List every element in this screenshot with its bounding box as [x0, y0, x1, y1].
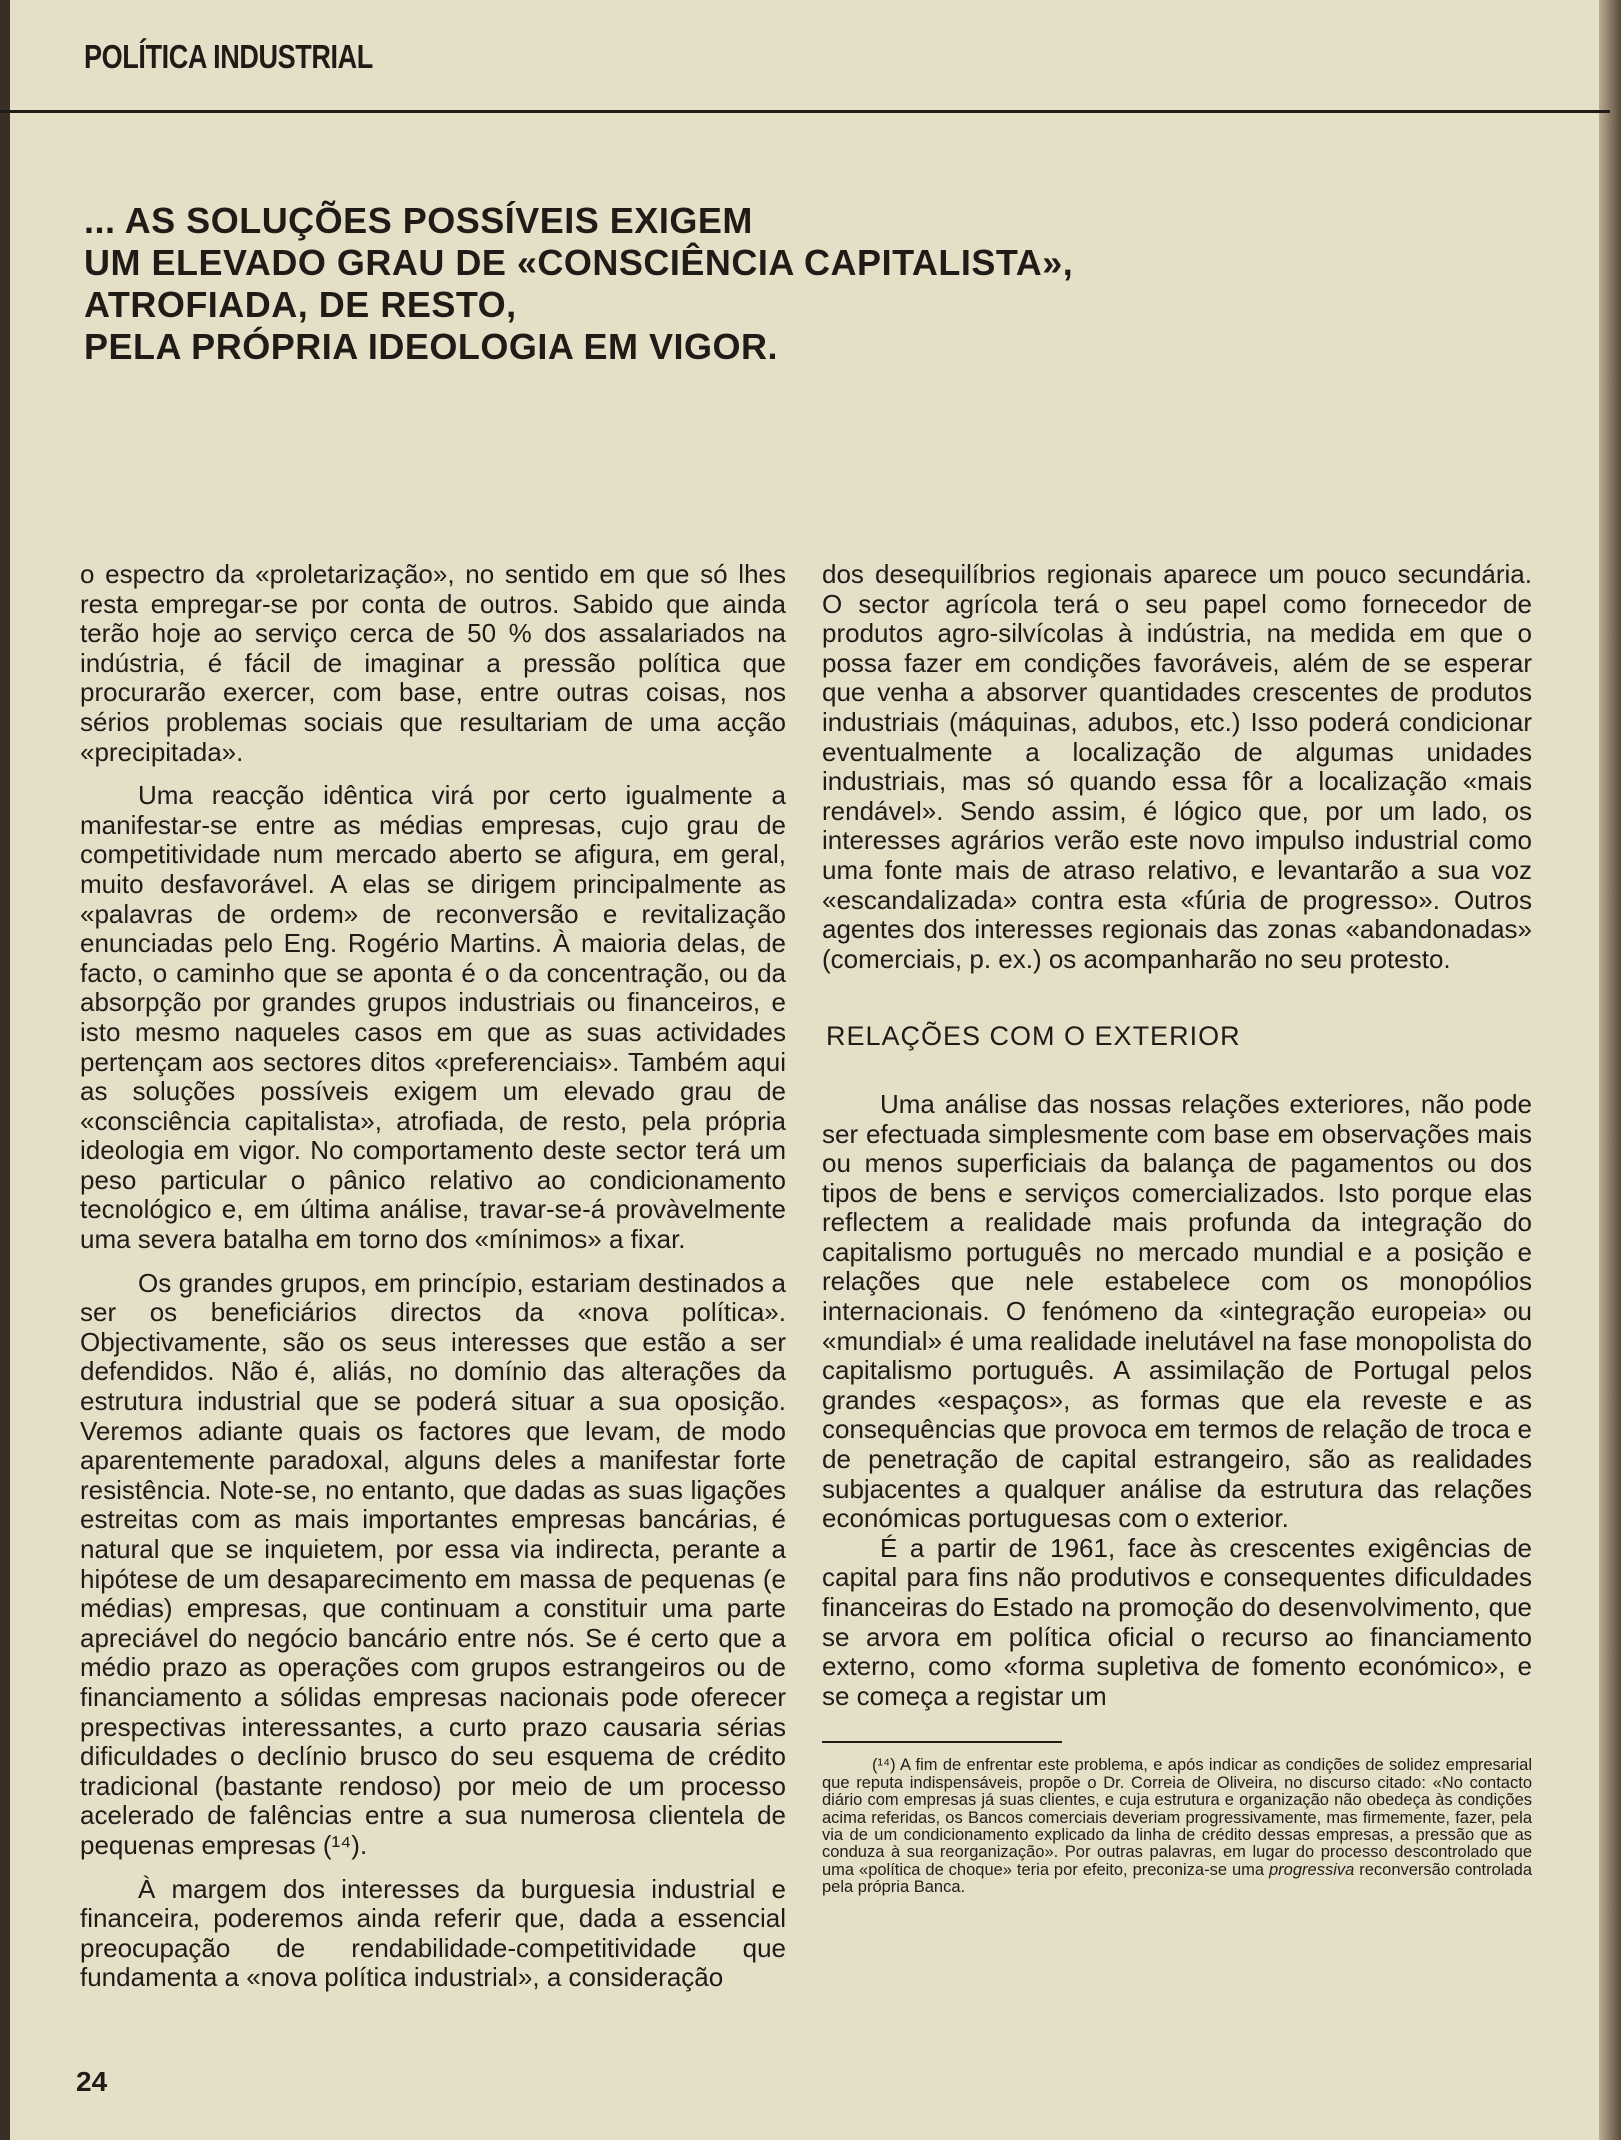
- pull-quote-line: ... AS SOLUÇÕES POSSÍVEIS EXIGEM: [84, 200, 753, 241]
- body-paragraph: À margem dos interesses da burguesia industrial e financeira, poderemos ainda referir que, dada a essencial preocupação de rendabilidade-competitividade que fundamenta a «nova política industrial», a consideração: [80, 1873, 786, 1993]
- body-paragraph: dos desequilíbrios regionais aparece um pouco secundária. O sector agrícola terá o seu papel como fornecedor de produtos agro-silvícolas à indústria, na medida em que o possa fazer em condições favoráveis, além de se esperar que venha a absorver quantidades crescentes de produtos industriais (máquinas, adubos, etc.) Isso poderá condicionar eventualmente a localização de algumas unidades industriais, mas só quando essa fôr a localização «mais rendável». Sendo assim, é lógico que, por um lado, os interesses agrários verão este novo impulso industrial como uma fonte mais de atraso relativo, e levantarão a sua voz «escandalizada» contra esta «fúria de progresso». Outros agentes dos interesses regionais das zonas «abandonadas» (comerciais, p. ex.) os acompanharão no seu protesto.: [822, 559, 1532, 974]
- footnote-emphasis: progressiva: [1269, 1860, 1355, 1879]
- right-column: [822, 560, 1532, 1897]
- header-rule: [0, 110, 1610, 113]
- body-paragraph: Os grandes grupos, em princípio, estariam destinados a ser os beneficiários directos da «nova política». Objectivamente, são os seus interesses que estão a ser defendidos. Não é, aliás, no domínio das alterações da estrutura industrial que se poderá situar a sua oposição. Veremos adiante quais os factores que levam, de modo aparentemente paradoxal, alguns deles a manifestar forte resistência. Note-se, no entanto, que dadas as suas ligações estreitas com as mais importantes empresas bancárias, é natural que se inquietem, por essa via indirecta, perante a hipótese de um desaparecimento em massa de pequenas (e médias) empresas, que continuam a constituir uma parte apreciável do negócio bancário entre nós. Se é certo que a médio prazo as operações com grupos estrangeiros ou de financiamento a sólidas empresas nacionais pode oferecer prespectivas interessantes, a curto prazo causaria sérias dificuldades o declínio brusco do seu esquema de crédito tradicional (bastante rendoso) por meio de um processo acelerado de falências entre a sua numerosa clientela de pequenas empresas (¹⁴).: [80, 1267, 786, 1860]
- body-paragraph: É a partir de 1961, face às crescentes exigências de capital para fins não produtivos e consequentes dificuldades financeiras do Estado na promoção do desenvolvimento, que se arvora em política oficial o recurso ao financiamento externo, como «forma supletiva de fomento económico», e se começa a registar um: [822, 1532, 1532, 1711]
- left-column: [80, 560, 786, 1993]
- page-edge-shadow: [1599, 0, 1621, 2140]
- footnote-number: (¹⁴): [872, 1756, 896, 1775]
- pull-quote: [84, 200, 1234, 368]
- pull-quote-line: ATROFIADA, DE RESTO,: [84, 284, 517, 325]
- body-paragraph: Uma análise das nossas relações exteriores, não pode ser efectuada simplesmente com base em observações mais ou menos superficiais da balança de pagamentos ou dos tipos de bens e serviços comercializados. Isto porque elas reflectem a realidade mais profunda da integração do capitalismo português no mercado mundial e a posição e relações que nele estabelece com os monopólios internacionais. O fenómeno da «integração europeia» ou «mundial» é uma realidade inelutável na fase monopolista do capitalismo português. A assimilação de Portugal pelos grandes «espaços», as formas que ela reveste e as consequências que provoca em termos de relação de troca e de penetração de capital estrangeiro, são as realidades subjacentes a qualquer análise da estrutura das relações económicas portuguesas com o exterior.: [822, 1088, 1532, 1534]
- pull-quote-line: UM ELEVADO GRAU DE «CONSCIÊNCIA CAPITALISTA»,: [84, 242, 1074, 283]
- body-paragraph: Uma reacção idêntica virá por certo igualmente a manifestar-se entre as médias empresas, cujo grau de competitividade num mercado aberto se afigura, em geral, muito desfavorável. A elas se dirigem principalmente as «palavras de ordem» de reconversão e revitalização enunciadas pelo Eng. Rogério Martins. À maioria delas, de facto, o caminho que se aponta é o da concentração, ou da absorpção por grandes grupos industriais ou financeiros, e isto mesmo naqueles casos em que as suas actividades pertençam aos sectores ditos «preferenciais». Também aqui as soluções possíveis exigem um elevado grau de «consciência capitalista», atrofiada, de resto, pela própria ideologia em vigor. No comportamento deste sector terá um peso particular o pânico relativo ao condicionamento tecnológico e, em última análise, travar-se-á provàvelmente uma severa batalha em torno dos «mínimos» a fixar.: [80, 780, 786, 1255]
- page-edge: [0, 0, 10, 2140]
- body-paragraph: o espectro da «proletarização», no sentido em que só lhes resta empregar-se por conta de outros. Sabido que ainda terão hoje ao serviço cerca de 50 % dos assalariados na indústria, é fácil de imaginar a pressão política que procurarão exercer, com base, entre outras coisas, nos sérios problemas sociais que resultariam de uma acção «precipitada».: [80, 559, 786, 767]
- section-label: POLÍTICA INDUSTRIAL: [84, 38, 373, 75]
- page-number: 24: [76, 2066, 108, 2097]
- footnote-rule: [822, 1741, 1062, 1743]
- section-heading: RELAÇÕES COM O EXTERIOR: [826, 1021, 1241, 1052]
- pull-quote-line: PELA PRÓPRIA IDEOLOGIA EM VIGOR.: [84, 326, 779, 367]
- footnote: [822, 1757, 1532, 1896]
- footnote-tail: reconversão controlada pela própria Banca.: [822, 1860, 1533, 1897]
- footnote-text: A fim de enfrentar este problema, e após indicar as condições de solidez empresarial que reputa indispensáveis, propõe o Dr. Correia de Oliveira, no discurso citado: «No contacto diário com empresas já suas clientes, e cuja estrutura e organização não obedeça às condições acima referidas, os Bancos comerciais deveriam progressivamente, mas firmemente, fazer, pela via de um condicionamento explicado da linha de crédito dessas empresas, a pressão que as conduza à sua reorganização». Por outras palavras, em lugar do processo descontrolado que uma «política de choque» teria por efeito, preconiza-se uma: [822, 1756, 1532, 1879]
